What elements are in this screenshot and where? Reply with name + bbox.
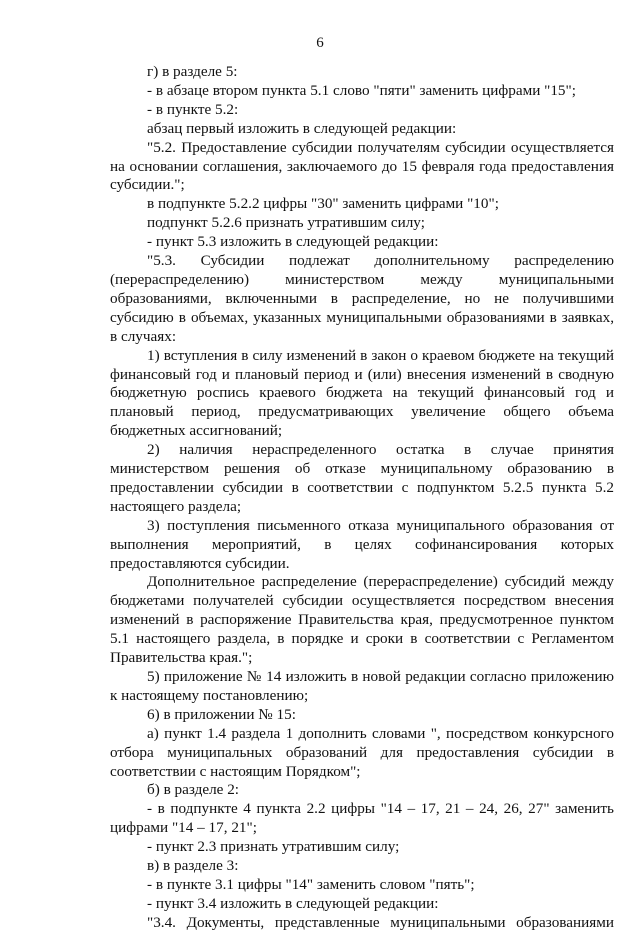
paragraph: "3.4. Документы, представленные муниципальными образованиями — [147, 913, 614, 931]
paragraph: 6) в приложении № 15: — [147, 705, 296, 723]
paragraph: - пункт 2.3 признать утратившим силу; — [147, 838, 400, 856]
paragraph: - в абзаце втором пункта 5.1 слово "пяти" заменить цифрами "15"; — [147, 81, 576, 99]
paragraph: - пункт 5.3 изложить в следующей редакции: — [147, 233, 439, 251]
paragraph: 5) приложение № 14 изложить в новой редакции согласно приложению к настоящему постановлению; — [110, 668, 614, 704]
paragraph: - в пункте 5.2: — [147, 100, 239, 118]
page-number: 6 — [316, 35, 324, 51]
paragraph: а) пункт 1.4 раздела 1 дополнить словами ", посредством конкурсного отбора муниципальных образований для предоставления субсидии в соответствии с настоящим Порядком"; — [110, 724, 614, 780]
paragraph: г) в разделе 5: — [147, 63, 238, 80]
paragraph: Дополнительное распределение (перераспределение) субсидий между бюджетами получателей субсидии осуществляется посредством внесения изменений в распоряжение Правительства края, предусмотренное пунктом 5.1 настоящего раздела, в порядке и сроки в соответствии с Регламентом Правительства края."; — [110, 573, 614, 667]
paragraph: "5.3. Субсидии подлежат дополнительному распределению (перераспределению) министерством между муниципальными образованиями, включенными в распределение, но не получившими субсидию в объемах, указанных муниципальными образованиями в заявках, в случаях: — [110, 252, 614, 345]
paragraph: 2) наличия нераспределенного остатка в случае принятия министерством решения об отказе муниципальному образованию в предоставлении субсидии в соответствии с подпунктом 5.2.5 пункта 5.2 настоящего раздела; — [110, 441, 614, 515]
paragraph: подпункт 5.2.6 признать утратившим силу; — [147, 214, 425, 232]
paragraph: в подпункте 5.2.2 цифры "30" заменить цифрами "10"; — [147, 195, 499, 213]
paragraph: "5.2. Предоставление субсидии получателям субсидии осуществляется на основании соглашения, заключаемого до 15 февраля года предоставления субсидии."; — [110, 138, 614, 194]
paragraph: 3) поступления письменного отказа муниципального образования от выполнения мероприятий, в целях софинансирования которых предоставляются субсидии. — [110, 516, 614, 572]
paragraph: б) в разделе 2: — [147, 781, 240, 799]
paragraph: - пункт 3.4 изложить в следующей редакции: — [147, 894, 439, 912]
paragraph: - в пункте 3.1 цифры "14" заменить словом "пять"; — [147, 875, 475, 893]
paragraph: - в подпункте 4 пункта 2.2 цифры "14 – 17, 21 – 24, 26, 27" заменить цифрами "14 – 17, 21"; — [110, 800, 614, 837]
document-body — [110, 63, 614, 933]
paragraph: в) в разделе 3: — [147, 857, 239, 875]
paragraph: 1) вступления в силу изменений в закон о краевом бюджете на текущий финансовый год и плановый период и (или) внесения изменений в сводную бюджетную роспись краевого бюджета на текущий финансовый год и плановый период, предусматривающих увеличение общего объема бюджетных ассигнований; — [110, 346, 614, 440]
paragraph: абзац первый изложить в следующей редакции: — [147, 119, 457, 137]
